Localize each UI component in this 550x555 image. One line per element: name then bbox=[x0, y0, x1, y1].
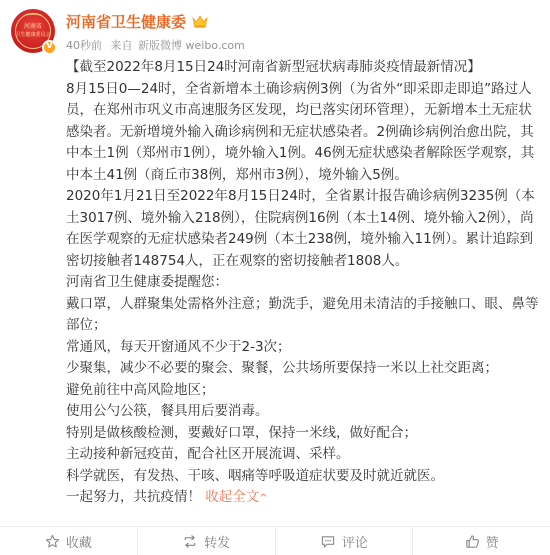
post-paragraph: 戴口罩，人群聚集处需格外注意；勤洗手，避免用未清洁的手接触口、眼、鼻等部位； bbox=[66, 295, 539, 333]
chevron-up-icon: ^ bbox=[259, 493, 268, 504]
like-label: 赞 bbox=[485, 535, 499, 551]
comment-label: 评论 bbox=[341, 535, 368, 551]
comment-icon bbox=[320, 534, 336, 549]
post-paragraph: 科学就医，有发热、干咳、咽痛等呼吸道症状要及时就近就医。 bbox=[66, 467, 444, 484]
post-paragraph: 2020年1月21日至2022年8月15日24时，全省累计报告确诊病例3235例（本土3017例、境外输入218例），住院病例16例（本土14例、境外输入2例），尚在医学观察的无症状感染者249例（本土238例，境外输入11例）。累计追踪到密切接触者148754人，正在观察的密切接触者1808人。 bbox=[66, 188, 535, 269]
author-name[interactable]: 河南省卫生健康委 bbox=[66, 12, 187, 31]
thumbs-up-icon bbox=[465, 534, 480, 549]
star-icon bbox=[45, 534, 60, 549]
post-last-line bbox=[66, 487, 544, 510]
post-paragraph: 河南省卫生健康委提醒您： bbox=[66, 274, 228, 290]
favorite-button[interactable] bbox=[0, 527, 138, 555]
post-time[interactable]: 40秒前 bbox=[66, 39, 102, 52]
repost-label: 转发 bbox=[204, 535, 231, 551]
collapse-label: 收起全文 bbox=[205, 489, 260, 505]
avatar-text-line-2: 卫生健康委员会 bbox=[15, 32, 51, 38]
closing-text: 一起努力，共抗疫情！ bbox=[66, 489, 201, 505]
vip-crown-icon[interactable] bbox=[192, 14, 208, 28]
post-paragraph: 使用公勺公筷，餐具用后要消毒。 bbox=[66, 403, 269, 419]
post-paragraph: 主动接种新冠疫苗，配合社区开展流调、采样。 bbox=[66, 446, 350, 462]
verified-badge-icon bbox=[42, 40, 57, 55]
repost-icon bbox=[182, 534, 198, 549]
repost-button[interactable] bbox=[138, 527, 276, 555]
avatar-logo-text bbox=[11, 23, 55, 39]
post-source[interactable]: 新版微博 weibo.com bbox=[138, 39, 245, 52]
post-paragraph: 少聚集，减少不必要的聚会、聚餐，公共场所要保持一米以上社交距离； bbox=[66, 360, 498, 376]
collapse-link[interactable] bbox=[205, 489, 267, 505]
post-paragraph: 避免前往中高风险地区； bbox=[66, 381, 215, 398]
post-paragraph-title: 【截至2022年8月15日24时河南省新型冠状病毒肺炎疫情最新情况】 bbox=[66, 59, 481, 75]
source-prefix: 来自 bbox=[110, 39, 133, 52]
post-meta bbox=[66, 37, 250, 53]
author-row bbox=[66, 10, 208, 32]
like-button[interactable] bbox=[413, 527, 550, 555]
favorite-label: 收藏 bbox=[65, 535, 92, 551]
post-content bbox=[66, 57, 544, 510]
post-paragraph: 常通风，每天开窗通风不少于2-3次； bbox=[66, 338, 291, 355]
comment-button[interactable] bbox=[276, 527, 414, 555]
post-paragraph: 8月15日0—24时，全省新增本土确诊病例3例（为省外“即采即走即追”路过人员，在郑州市巩义市高速服务区发现，均已落实闭环管理），无新增本土无症状感染者。无新增境外输入确诊病例和无症状感染者。2例确诊病例治愈出院，其中本土1例（郑州市1例），境外输入1例。46例无症状感染者解除医学观察，其中本土41例（商丘市38例，郑州市3例），境外输入5例。 bbox=[66, 80, 535, 183]
avatar-text-line-1: 河南省 bbox=[23, 23, 42, 30]
action-bar bbox=[0, 526, 550, 555]
post-paragraph: 特别是做核酸检测，要戴好口罩，保持一米线，做好配合； bbox=[66, 424, 417, 441]
